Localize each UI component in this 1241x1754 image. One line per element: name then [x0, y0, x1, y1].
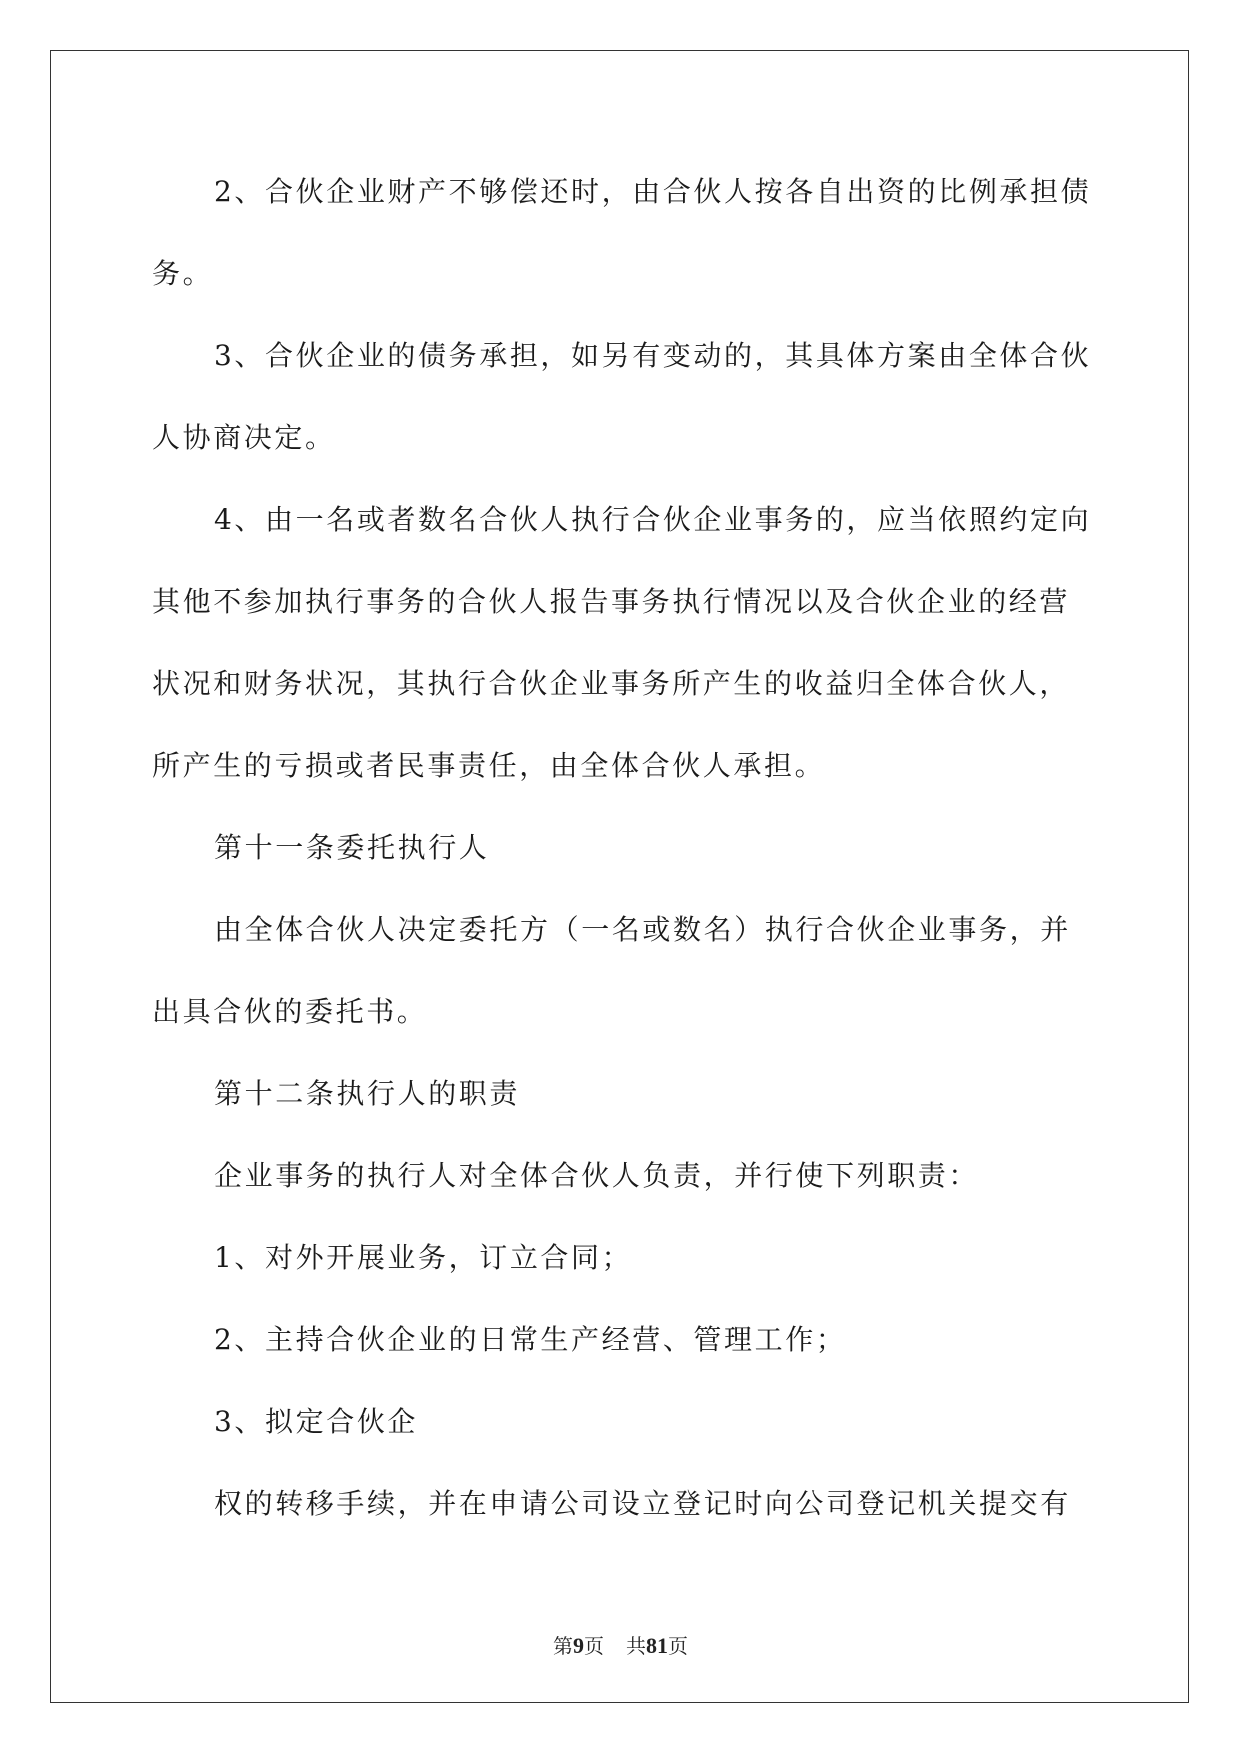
footer-page-number: 9	[573, 1633, 584, 1658]
paragraph-line: 企业事务的执行人对全体合伙人负责，并行使下列职责：	[214, 1159, 980, 1192]
footer-page-suffix: 页	[584, 1634, 604, 1658]
list-item: 2、主持合伙企业的日常生产经营、管理工作；	[214, 1323, 847, 1356]
footer-total-pages: 81	[646, 1633, 668, 1658]
document-body	[152, 158, 1090, 1552]
list-item: 1、对外开展业务，订立合同；	[214, 1241, 633, 1274]
page-footer	[0, 1630, 1241, 1659]
section-heading: 第十一条委托执行人	[214, 831, 490, 864]
paragraph-line: 其他不参加执行事务的合伙人报告事务执行情况以及合伙企业的经营	[152, 585, 1071, 618]
footer-page-prefix: 第	[553, 1634, 573, 1658]
list-item: 3、拟定合伙企	[214, 1405, 419, 1438]
section-heading: 第十二条执行人的职责	[214, 1077, 521, 1110]
paragraph-line: 2、合伙企业财产不够偿还时，由合伙人按各自出资的比例承担债	[214, 175, 1092, 208]
paragraph-line: 出具合伙的委托书。	[152, 995, 428, 1028]
paragraph-line: 4、由一名或者数名合伙人执行合伙企业事务的，应当依照约定向	[214, 503, 1092, 536]
paragraph-line: 权的转移手续，并在申请公司设立登记时向公司登记机关提交有	[214, 1487, 1071, 1520]
footer-total-suffix: 页	[668, 1634, 688, 1658]
paragraph-line: 3、合伙企业的债务承担，如另有变动的，其具体方案由全体合伙	[214, 339, 1092, 372]
paragraph-line: 状况和财务状况，其执行合伙企业事务所产生的收益归全体合伙人，	[152, 667, 1071, 700]
paragraph-line: 务。	[152, 257, 214, 290]
footer-total-prefix: 共	[626, 1634, 646, 1658]
paragraph-line: 所产生的亏损或者民事责任，由全体合伙人承担。	[152, 749, 826, 782]
paragraph-line: 由全体合伙人决定委托方（一名或数名）执行合伙企业事务，并	[214, 913, 1071, 946]
paragraph-line: 人协商决定。	[152, 421, 336, 454]
